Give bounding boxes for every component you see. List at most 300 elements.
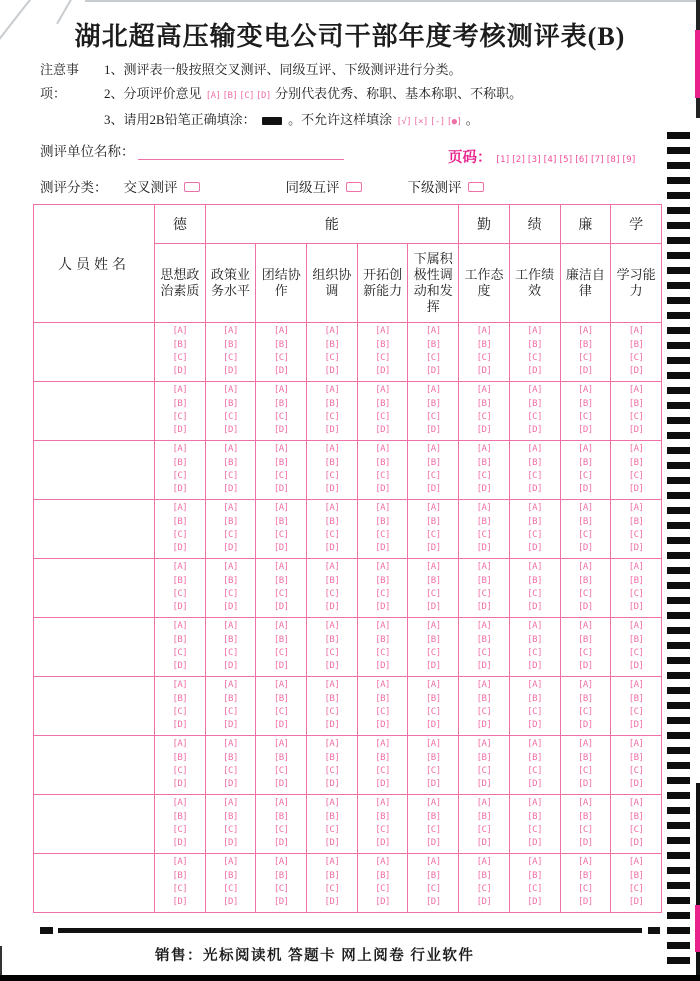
- option-bubble[interactable]: [C]: [476, 530, 492, 540]
- option-bubble[interactable]: [A]: [425, 562, 441, 573]
- option-bubble[interactable]: [C]: [425, 353, 441, 363]
- option-bubble[interactable]: [A]: [273, 385, 289, 396]
- option-bubble[interactable]: [C]: [273, 353, 289, 363]
- option-bubble[interactable]: [B]: [577, 693, 593, 704]
- option-bubble[interactable]: [A]: [324, 503, 340, 514]
- option-bubble[interactable]: [B]: [577, 516, 593, 527]
- option-bubble[interactable]: [C]: [172, 412, 188, 422]
- option-bubble[interactable]: [C]: [172, 707, 188, 717]
- option-bubble[interactable]: [C]: [425, 412, 441, 422]
- option-bubble[interactable]: [B]: [172, 870, 188, 881]
- option-bubble[interactable]: [D]: [273, 897, 289, 908]
- option-bubble[interactable]: [C]: [577, 589, 593, 599]
- option-bubble[interactable]: [A]: [577, 739, 593, 750]
- option-bubble[interactable]: [A]: [577, 680, 593, 691]
- option-bubble[interactable]: [B]: [425, 516, 441, 527]
- option-bubble[interactable]: [A]: [273, 562, 289, 573]
- option-bubble[interactable]: [D]: [476, 779, 492, 790]
- option-bubble[interactable]: [C]: [577, 530, 593, 540]
- option-bubble[interactable]: [A]: [223, 326, 238, 337]
- option-bubble[interactable]: [B]: [577, 339, 593, 350]
- option-bubble[interactable]: [C]: [324, 471, 340, 481]
- option-bubble[interactable]: [D]: [527, 425, 543, 436]
- option-bubble[interactable]: [C]: [577, 648, 593, 658]
- option-bubble[interactable]: [D]: [476, 897, 492, 908]
- option-bubble[interactable]: [D]: [476, 366, 492, 377]
- option-bubble[interactable]: [D]: [628, 838, 644, 849]
- option-bubble[interactable]: [C]: [273, 825, 289, 835]
- option-bubble[interactable]: [B]: [324, 339, 340, 350]
- option-bubble[interactable]: [B]: [476, 575, 492, 586]
- option-bubble[interactable]: [C]: [375, 825, 390, 835]
- option-bubble[interactable]: [B]: [425, 870, 441, 881]
- option-bubble[interactable]: [A]: [425, 857, 441, 868]
- option-bubble[interactable]: [B]: [375, 752, 390, 763]
- option-bubble[interactable]: [B]: [273, 516, 289, 527]
- option-bubble[interactable]: [A]: [273, 857, 289, 868]
- option-bubble[interactable]: [D]: [425, 838, 441, 849]
- option-bubble[interactable]: [B]: [425, 575, 441, 586]
- option-bubble[interactable]: [A]: [628, 857, 644, 868]
- option-bubble[interactable]: [D]: [628, 661, 644, 672]
- option-bubble[interactable]: [D]: [273, 425, 289, 436]
- option-bubble[interactable]: [A]: [172, 326, 188, 337]
- option-bubble[interactable]: [C]: [324, 766, 340, 776]
- option-bubble[interactable]: [D]: [527, 366, 543, 377]
- option-bubble[interactable]: [C]: [527, 412, 543, 422]
- option-bubble[interactable]: [C]: [172, 766, 188, 776]
- option-bubble[interactable]: [A]: [324, 680, 340, 691]
- option-bubble[interactable]: [B]: [324, 398, 340, 409]
- option-bubble[interactable]: [D]: [577, 366, 593, 377]
- category-checkbox[interactable]: [184, 182, 200, 192]
- option-bubble[interactable]: [C]: [324, 353, 340, 363]
- option-bubble[interactable]: [B]: [324, 634, 340, 645]
- option-bubble[interactable]: [C]: [223, 589, 238, 599]
- option-bubble[interactable]: [D]: [375, 543, 390, 554]
- page-number-bubble[interactable]: [9]: [621, 155, 637, 165]
- option-bubble[interactable]: [D]: [375, 838, 390, 849]
- option-bubble[interactable]: [A]: [527, 680, 543, 691]
- option-bubble[interactable]: [D]: [273, 838, 289, 849]
- option-bubble[interactable]: [A]: [172, 503, 188, 514]
- option-bubble[interactable]: [C]: [628, 884, 644, 894]
- option-bubble[interactable]: [D]: [324, 897, 340, 908]
- option-bubble[interactable]: [C]: [527, 471, 543, 481]
- option-bubble[interactable]: [A]: [628, 326, 644, 337]
- option-bubble[interactable]: [C]: [577, 766, 593, 776]
- name-input-cell[interactable]: [34, 441, 155, 500]
- option-bubble[interactable]: [B]: [223, 575, 238, 586]
- option-bubble[interactable]: [D]: [273, 543, 289, 554]
- option-bubble[interactable]: [B]: [223, 398, 238, 409]
- option-bubble[interactable]: [B]: [324, 811, 340, 822]
- option-bubble[interactable]: [A]: [476, 503, 492, 514]
- option-bubble[interactable]: [C]: [223, 766, 238, 776]
- option-bubble[interactable]: [B]: [172, 398, 188, 409]
- option-bubble[interactable]: [A]: [375, 503, 390, 514]
- option-bubble[interactable]: [A]: [425, 680, 441, 691]
- option-bubble[interactable]: [D]: [628, 484, 644, 495]
- option-bubble[interactable]: [C]: [476, 707, 492, 717]
- option-bubble[interactable]: [C]: [172, 353, 188, 363]
- page-number-bubble[interactable]: [8]: [605, 155, 621, 165]
- option-bubble[interactable]: [C]: [273, 648, 289, 658]
- option-bubble[interactable]: [C]: [476, 353, 492, 363]
- option-bubble[interactable]: [A]: [476, 326, 492, 337]
- option-bubble[interactable]: [B]: [577, 870, 593, 881]
- option-bubble[interactable]: [C]: [172, 589, 188, 599]
- option-bubble[interactable]: [A]: [223, 739, 238, 750]
- option-bubble[interactable]: [A]: [425, 621, 441, 632]
- option-bubble[interactable]: [B]: [527, 516, 543, 527]
- option-bubble[interactable]: [C]: [527, 825, 543, 835]
- option-bubble[interactable]: [C]: [223, 471, 238, 481]
- name-input-cell[interactable]: [34, 382, 155, 441]
- option-bubble[interactable]: [A]: [324, 798, 340, 809]
- option-bubble[interactable]: [B]: [172, 811, 188, 822]
- option-bubble[interactable]: [C]: [425, 707, 441, 717]
- option-bubble[interactable]: [D]: [577, 425, 593, 436]
- option-bubble[interactable]: [C]: [476, 648, 492, 658]
- option-bubble[interactable]: [A]: [628, 444, 644, 455]
- option-bubble[interactable]: [B]: [476, 516, 492, 527]
- option-bubble[interactable]: [C]: [628, 648, 644, 658]
- name-input-cell[interactable]: [34, 736, 155, 795]
- option-bubble[interactable]: [D]: [425, 897, 441, 908]
- option-bubble[interactable]: [B]: [628, 634, 644, 645]
- option-bubble[interactable]: [B]: [223, 516, 238, 527]
- option-bubble[interactable]: [A]: [628, 680, 644, 691]
- option-bubble[interactable]: [C]: [324, 530, 340, 540]
- option-bubble[interactable]: [C]: [223, 353, 238, 363]
- option-bubble[interactable]: [C]: [476, 825, 492, 835]
- option-bubble[interactable]: [A]: [223, 385, 238, 396]
- option-bubble[interactable]: [C]: [375, 530, 390, 540]
- option-bubble[interactable]: [C]: [223, 825, 238, 835]
- option-bubble[interactable]: [D]: [527, 602, 543, 613]
- option-bubble[interactable]: [A]: [375, 857, 390, 868]
- option-bubble[interactable]: [C]: [425, 825, 441, 835]
- option-bubble[interactable]: [A]: [476, 444, 492, 455]
- option-bubble[interactable]: [A]: [577, 562, 593, 573]
- option-bubble[interactable]: [B]: [476, 752, 492, 763]
- option-bubble[interactable]: [D]: [375, 366, 390, 377]
- option-bubble[interactable]: [D]: [476, 838, 492, 849]
- option-bubble[interactable]: [D]: [476, 602, 492, 613]
- option-bubble[interactable]: [B]: [375, 457, 390, 468]
- option-bubble[interactable]: [C]: [476, 884, 492, 894]
- option-bubble[interactable]: [A]: [425, 503, 441, 514]
- option-bubble[interactable]: [C]: [223, 412, 238, 422]
- option-bubble[interactable]: [A]: [172, 680, 188, 691]
- option-bubble[interactable]: [C]: [527, 353, 543, 363]
- page-number-bubble[interactable]: [3]: [526, 155, 542, 165]
- option-bubble[interactable]: [D]: [324, 602, 340, 613]
- name-input-cell[interactable]: [34, 559, 155, 618]
- option-bubble[interactable]: [D]: [324, 720, 340, 731]
- option-bubble[interactable]: [D]: [324, 484, 340, 495]
- option-bubble[interactable]: [D]: [527, 720, 543, 731]
- option-bubble[interactable]: [A]: [273, 326, 289, 337]
- option-bubble[interactable]: [C]: [324, 707, 340, 717]
- option-bubble[interactable]: [A]: [628, 385, 644, 396]
- option-bubble[interactable]: [B]: [223, 752, 238, 763]
- option-bubble[interactable]: [A]: [577, 857, 593, 868]
- option-bubble[interactable]: [D]: [375, 484, 390, 495]
- option-bubble[interactable]: [A]: [324, 739, 340, 750]
- option-bubble[interactable]: [D]: [628, 897, 644, 908]
- option-bubble[interactable]: [B]: [324, 693, 340, 704]
- option-bubble[interactable]: [B]: [527, 575, 543, 586]
- option-bubble[interactable]: [D]: [628, 720, 644, 731]
- option-bubble[interactable]: [A]: [223, 621, 238, 632]
- option-bubble[interactable]: [A]: [324, 621, 340, 632]
- option-bubble[interactable]: [B]: [628, 398, 644, 409]
- option-bubble[interactable]: [D]: [375, 779, 390, 790]
- option-bubble[interactable]: [A]: [324, 444, 340, 455]
- option-bubble[interactable]: [C]: [577, 707, 593, 717]
- option-bubble[interactable]: [D]: [223, 720, 238, 731]
- option-bubble[interactable]: [D]: [577, 720, 593, 731]
- option-bubble[interactable]: [A]: [527, 739, 543, 750]
- option-bubble[interactable]: [A]: [577, 385, 593, 396]
- option-bubble[interactable]: [C]: [476, 412, 492, 422]
- option-bubble[interactable]: [B]: [476, 634, 492, 645]
- option-bubble[interactable]: [C]: [273, 707, 289, 717]
- option-bubble[interactable]: [C]: [527, 884, 543, 894]
- option-bubble[interactable]: [B]: [324, 457, 340, 468]
- option-bubble[interactable]: [B]: [425, 634, 441, 645]
- option-bubble[interactable]: [A]: [223, 503, 238, 514]
- option-bubble[interactable]: [B]: [172, 752, 188, 763]
- option-bubble[interactable]: [B]: [425, 752, 441, 763]
- option-bubble[interactable]: [C]: [273, 766, 289, 776]
- option-bubble[interactable]: [C]: [273, 471, 289, 481]
- option-bubble[interactable]: [D]: [223, 366, 238, 377]
- option-bubble[interactable]: [D]: [223, 779, 238, 790]
- option-bubble[interactable]: [A]: [628, 739, 644, 750]
- option-bubble[interactable]: [A]: [628, 503, 644, 514]
- option-bubble[interactable]: [B]: [375, 870, 390, 881]
- page-number-bubble[interactable]: [1]: [495, 155, 510, 165]
- option-bubble[interactable]: [B]: [577, 634, 593, 645]
- option-bubble[interactable]: [C]: [527, 707, 543, 717]
- option-bubble[interactable]: [D]: [273, 720, 289, 731]
- option-bubble[interactable]: [B]: [628, 339, 644, 350]
- option-bubble[interactable]: [D]: [172, 779, 188, 790]
- option-bubble[interactable]: [D]: [223, 602, 238, 613]
- option-bubble[interactable]: [C]: [425, 766, 441, 776]
- name-input-cell[interactable]: [34, 795, 155, 854]
- option-bubble[interactable]: [C]: [273, 884, 289, 894]
- option-bubble[interactable]: [B]: [425, 398, 441, 409]
- option-bubble[interactable]: [B]: [577, 398, 593, 409]
- option-bubble[interactable]: [B]: [476, 457, 492, 468]
- option-bubble[interactable]: [C]: [527, 530, 543, 540]
- option-bubble[interactable]: [D]: [273, 484, 289, 495]
- option-bubble[interactable]: [C]: [172, 825, 188, 835]
- option-bubble[interactable]: [C]: [324, 589, 340, 599]
- option-bubble[interactable]: [D]: [425, 720, 441, 731]
- option-bubble[interactable]: [B]: [425, 457, 441, 468]
- option-bubble[interactable]: [C]: [628, 412, 644, 422]
- option-bubble[interactable]: [C]: [425, 530, 441, 540]
- option-bubble[interactable]: [D]: [577, 779, 593, 790]
- option-bubble[interactable]: [C]: [476, 589, 492, 599]
- option-bubble[interactable]: [A]: [375, 562, 390, 573]
- option-bubble[interactable]: [D]: [628, 779, 644, 790]
- option-bubble[interactable]: [D]: [172, 484, 188, 495]
- option-bubble[interactable]: [B]: [577, 457, 593, 468]
- option-bubble[interactable]: [A]: [273, 503, 289, 514]
- option-bubble[interactable]: [B]: [172, 575, 188, 586]
- unit-name-input[interactable]: [138, 144, 344, 160]
- option-bubble[interactable]: [B]: [172, 516, 188, 527]
- option-bubble[interactable]: [A]: [476, 739, 492, 750]
- option-bubble[interactable]: [A]: [527, 562, 543, 573]
- option-bubble[interactable]: [A]: [527, 857, 543, 868]
- option-bubble[interactable]: [C]: [628, 471, 644, 481]
- option-bubble[interactable]: [D]: [628, 425, 644, 436]
- option-bubble[interactable]: [C]: [273, 530, 289, 540]
- option-bubble[interactable]: [D]: [273, 366, 289, 377]
- option-bubble[interactable]: [B]: [273, 457, 289, 468]
- option-bubble[interactable]: [A]: [172, 857, 188, 868]
- name-input-cell[interactable]: [34, 854, 155, 913]
- option-bubble[interactable]: [B]: [273, 752, 289, 763]
- option-bubble[interactable]: [A]: [375, 798, 390, 809]
- option-bubble[interactable]: [B]: [223, 634, 238, 645]
- option-bubble[interactable]: [D]: [577, 484, 593, 495]
- option-bubble[interactable]: [B]: [527, 457, 543, 468]
- option-bubble[interactable]: [D]: [324, 779, 340, 790]
- option-bubble[interactable]: [A]: [476, 798, 492, 809]
- option-bubble[interactable]: [A]: [324, 562, 340, 573]
- option-bubble[interactable]: [B]: [577, 811, 593, 822]
- option-bubble[interactable]: [A]: [273, 621, 289, 632]
- option-bubble[interactable]: [B]: [223, 870, 238, 881]
- option-bubble[interactable]: [C]: [527, 648, 543, 658]
- option-bubble[interactable]: [D]: [172, 897, 188, 908]
- option-bubble[interactable]: [C]: [223, 707, 238, 717]
- option-bubble[interactable]: [C]: [375, 766, 390, 776]
- option-bubble[interactable]: [D]: [527, 779, 543, 790]
- option-bubble[interactable]: [A]: [172, 798, 188, 809]
- option-bubble[interactable]: [A]: [223, 857, 238, 868]
- option-bubble[interactable]: [B]: [628, 516, 644, 527]
- page-number-bubble[interactable]: [5]: [558, 155, 573, 165]
- option-bubble[interactable]: [D]: [425, 543, 441, 554]
- option-bubble[interactable]: [A]: [273, 739, 289, 750]
- option-bubble[interactable]: [C]: [172, 648, 188, 658]
- option-bubble[interactable]: [C]: [577, 412, 593, 422]
- name-input-cell[interactable]: [34, 500, 155, 559]
- option-bubble[interactable]: [C]: [172, 884, 188, 894]
- option-bubble[interactable]: [C]: [223, 530, 238, 540]
- option-bubble[interactable]: [B]: [527, 398, 543, 409]
- option-bubble[interactable]: [A]: [223, 798, 238, 809]
- option-bubble[interactable]: [D]: [628, 366, 644, 377]
- option-bubble[interactable]: [B]: [223, 811, 238, 822]
- option-bubble[interactable]: [B]: [273, 339, 289, 350]
- option-bubble[interactable]: [D]: [172, 720, 188, 731]
- page-number-bubble[interactable]: [4]: [542, 155, 558, 165]
- option-bubble[interactable]: [A]: [273, 680, 289, 691]
- option-bubble[interactable]: [C]: [375, 471, 390, 481]
- option-bubble[interactable]: [A]: [375, 621, 390, 632]
- option-bubble[interactable]: [D]: [425, 484, 441, 495]
- option-bubble[interactable]: [A]: [425, 444, 441, 455]
- option-bubble[interactable]: [C]: [375, 707, 390, 717]
- option-bubble[interactable]: [B]: [375, 693, 390, 704]
- option-bubble[interactable]: [C]: [223, 884, 238, 894]
- option-bubble[interactable]: [C]: [628, 530, 644, 540]
- option-bubble[interactable]: [D]: [223, 484, 238, 495]
- option-bubble[interactable]: [D]: [476, 720, 492, 731]
- option-bubble[interactable]: [C]: [476, 471, 492, 481]
- option-bubble[interactable]: [B]: [375, 516, 390, 527]
- option-bubble[interactable]: [B]: [628, 752, 644, 763]
- page-number-bubble[interactable]: [6]: [573, 155, 589, 165]
- option-bubble[interactable]: [D]: [425, 602, 441, 613]
- option-bubble[interactable]: [B]: [476, 811, 492, 822]
- option-bubble[interactable]: [B]: [527, 339, 543, 350]
- option-bubble[interactable]: [C]: [425, 471, 441, 481]
- option-bubble[interactable]: [B]: [476, 339, 492, 350]
- option-bubble[interactable]: [B]: [375, 634, 390, 645]
- option-bubble[interactable]: [D]: [172, 838, 188, 849]
- option-bubble[interactable]: [D]: [375, 897, 390, 908]
- option-bubble[interactable]: [B]: [324, 575, 340, 586]
- option-bubble[interactable]: [B]: [223, 339, 238, 350]
- option-bubble[interactable]: [D]: [324, 838, 340, 849]
- option-bubble[interactable]: [B]: [527, 870, 543, 881]
- option-bubble[interactable]: [B]: [628, 457, 644, 468]
- option-bubble[interactable]: [A]: [527, 444, 543, 455]
- option-bubble[interactable]: [B]: [273, 811, 289, 822]
- option-bubble[interactable]: [C]: [527, 766, 543, 776]
- option-bubble[interactable]: [D]: [273, 779, 289, 790]
- option-bubble[interactable]: [A]: [324, 326, 340, 337]
- option-bubble[interactable]: [D]: [527, 661, 543, 672]
- page-number-bubble[interactable]: [7]: [589, 155, 605, 165]
- option-bubble[interactable]: [B]: [527, 693, 543, 704]
- option-bubble[interactable]: [C]: [527, 589, 543, 599]
- option-bubble[interactable]: [B]: [527, 811, 543, 822]
- option-bubble[interactable]: [C]: [375, 353, 390, 363]
- option-bubble[interactable]: [D]: [375, 720, 390, 731]
- option-bubble[interactable]: [B]: [172, 693, 188, 704]
- option-bubble[interactable]: [D]: [172, 543, 188, 554]
- option-bubble[interactable]: [D]: [527, 484, 543, 495]
- option-bubble[interactable]: [C]: [628, 825, 644, 835]
- option-bubble[interactable]: [C]: [425, 589, 441, 599]
- option-bubble[interactable]: [A]: [425, 798, 441, 809]
- option-bubble[interactable]: [D]: [577, 838, 593, 849]
- option-bubble[interactable]: [A]: [324, 857, 340, 868]
- option-bubble[interactable]: [A]: [172, 562, 188, 573]
- option-bubble[interactable]: [C]: [425, 884, 441, 894]
- option-bubble[interactable]: [B]: [425, 811, 441, 822]
- option-bubble[interactable]: [D]: [527, 897, 543, 908]
- option-bubble[interactable]: [C]: [577, 884, 593, 894]
- option-bubble[interactable]: [B]: [223, 457, 238, 468]
- option-bubble[interactable]: [C]: [375, 589, 390, 599]
- option-bubble[interactable]: [D]: [223, 425, 238, 436]
- option-bubble[interactable]: [D]: [476, 425, 492, 436]
- option-bubble[interactable]: [A]: [577, 798, 593, 809]
